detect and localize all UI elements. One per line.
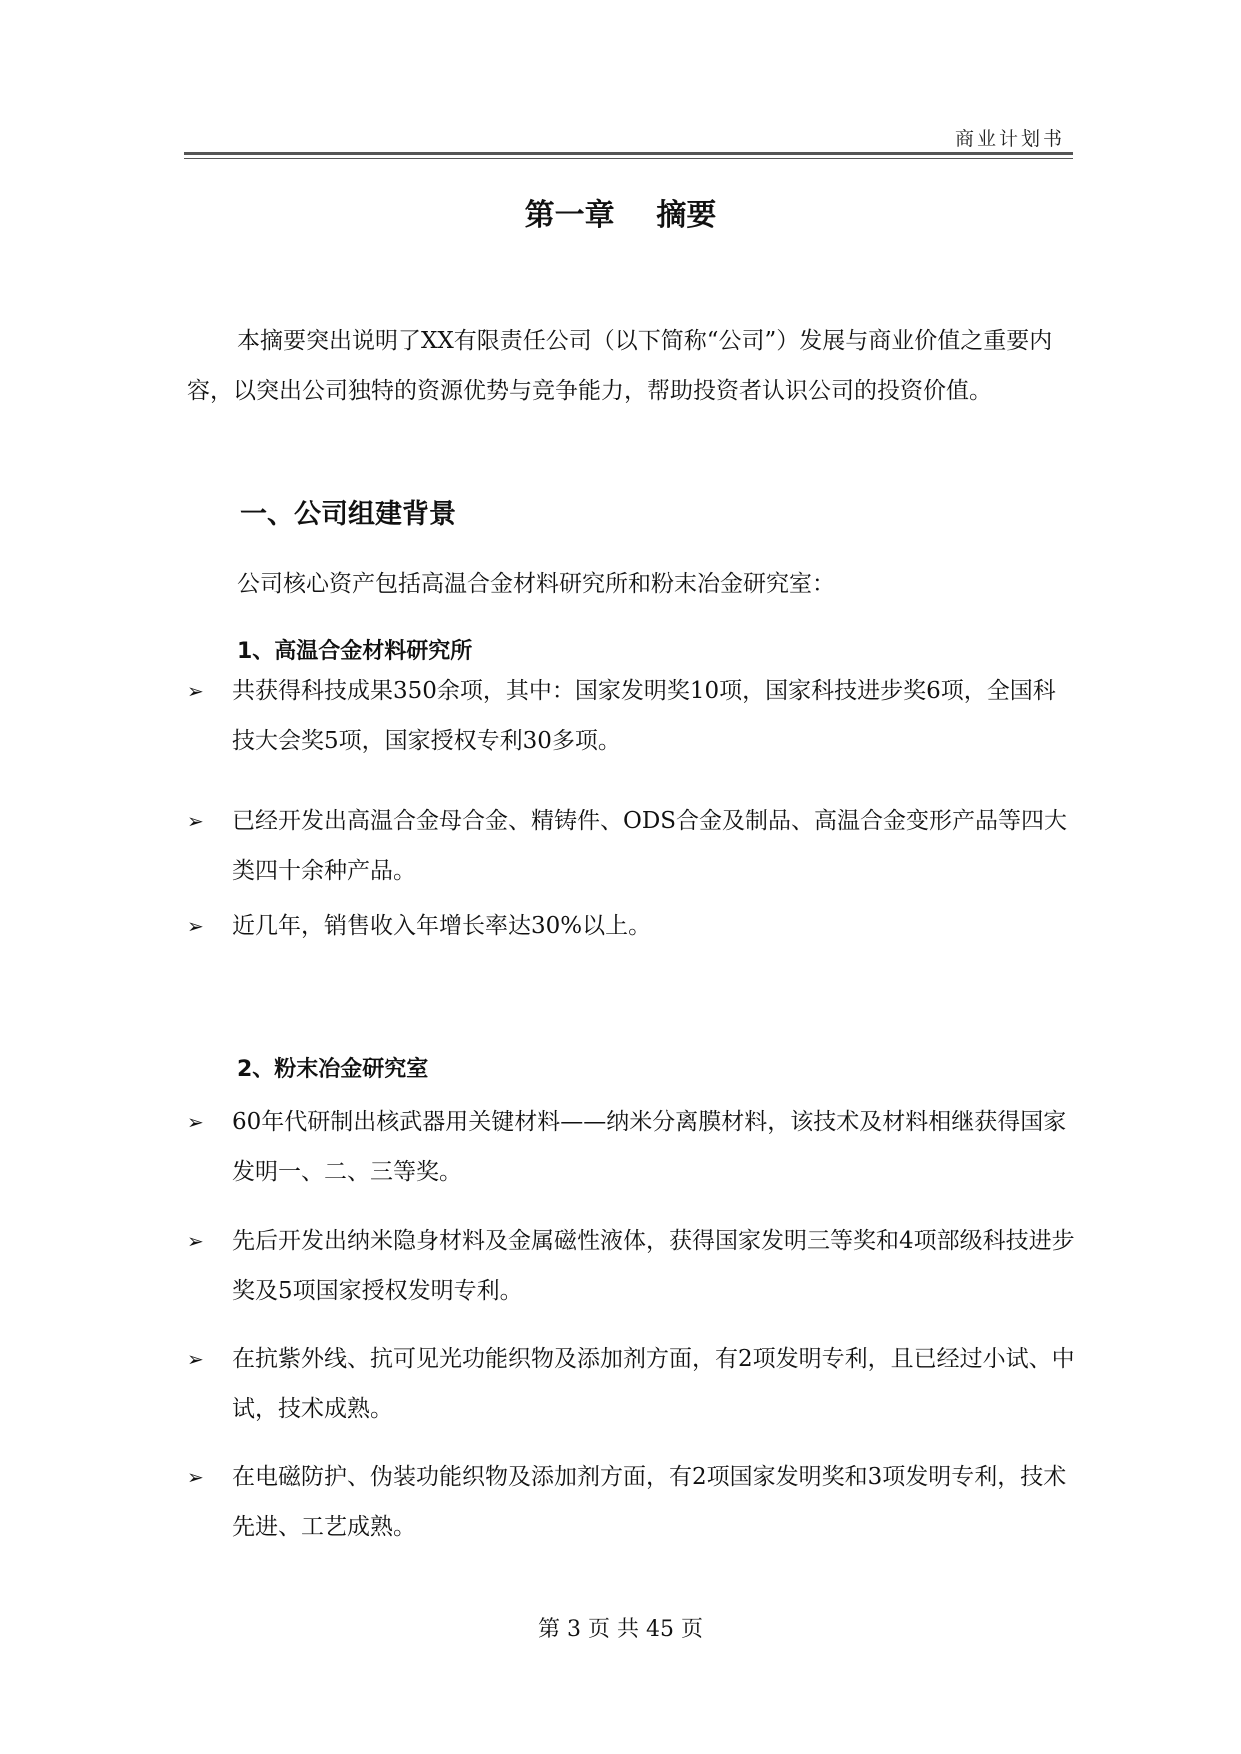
- list-item: [187, 1216, 1077, 1316]
- arrow-bullet-icon: ➢: [187, 1229, 204, 1253]
- list-item-text: 已经开发出高温合金母合金、精铸件、ODS合金及制品、高温合金变形产品等四大类四十余种产品。: [232, 808, 1068, 884]
- list-item-text: 在抗紫外线、抗可见光功能织物及添加剂方面，有2项发明专利，且已经过小试、中试，技术成熟。: [232, 1346, 1075, 1422]
- intro-paragraph: 本摘要突出说明了XX有限责任公司（以下简称“公司”）发展与商业价值之重要内容，以突出公司独特的资源优势与竞争能力，帮助投资者认识公司的投资价值。: [187, 328, 1053, 404]
- list-item-text: 先后开发出纳米隐身材料及金属磁性液体，获得国家发明三等奖和4项部级科技进步奖及5项国家授权发明专利。: [232, 1228, 1075, 1304]
- arrow-bullet-icon: ➢: [187, 809, 204, 833]
- arrow-bullet-icon: ➢: [187, 1465, 204, 1489]
- subheading-superalloy-institute: 1、高温合金材料研究所: [237, 639, 473, 664]
- arrow-bullet-icon: ➢: [187, 914, 204, 938]
- header-rule: [184, 152, 1073, 155]
- list-item: [187, 901, 1077, 951]
- section-lead-text: 公司核心资产包括高温合金材料研究所和粉末冶金研究室：: [237, 571, 835, 597]
- header-rule-thin: [184, 158, 1073, 159]
- arrow-bullet-icon: ➢: [187, 1347, 204, 1371]
- list-item: [187, 1097, 1077, 1197]
- list-item: [187, 796, 1077, 896]
- running-header: 商业计划书: [954, 128, 1065, 150]
- list-item: [187, 1452, 1077, 1552]
- list-item: [187, 1334, 1077, 1434]
- page-number-footer: 第 3 页 共 45 页: [538, 1617, 703, 1642]
- list-item: [187, 666, 1077, 766]
- arrow-bullet-icon: ➢: [187, 1110, 204, 1134]
- chapter-title: 第一章 摘要: [524, 198, 717, 233]
- subheading-powder-metallurgy-lab: 2、粉末冶金研究室: [237, 1057, 429, 1082]
- list-item-text: 共获得科技成果350余项，其中：国家发明奖10项，国家科技进步奖6项，全国科技大会奖5项，国家授权专利30多项。: [232, 678, 1056, 754]
- section-heading-background: 一、公司组建背景: [240, 499, 456, 530]
- arrow-bullet-icon: ➢: [187, 679, 204, 703]
- list-item-text: 60年代研制出核武器用关键材料——纳米分离膜材料，该技术及材料相继获得国家发明一、二、三等奖。: [232, 1109, 1067, 1185]
- list-item-text: 近几年，销售收入年增长率达30%以上。: [232, 913, 652, 939]
- list-item-text: 在电磁防护、伪装功能织物及添加剂方面，有2项国家发明奖和3项发明专利，技术先进、工艺成熟。: [232, 1464, 1067, 1540]
